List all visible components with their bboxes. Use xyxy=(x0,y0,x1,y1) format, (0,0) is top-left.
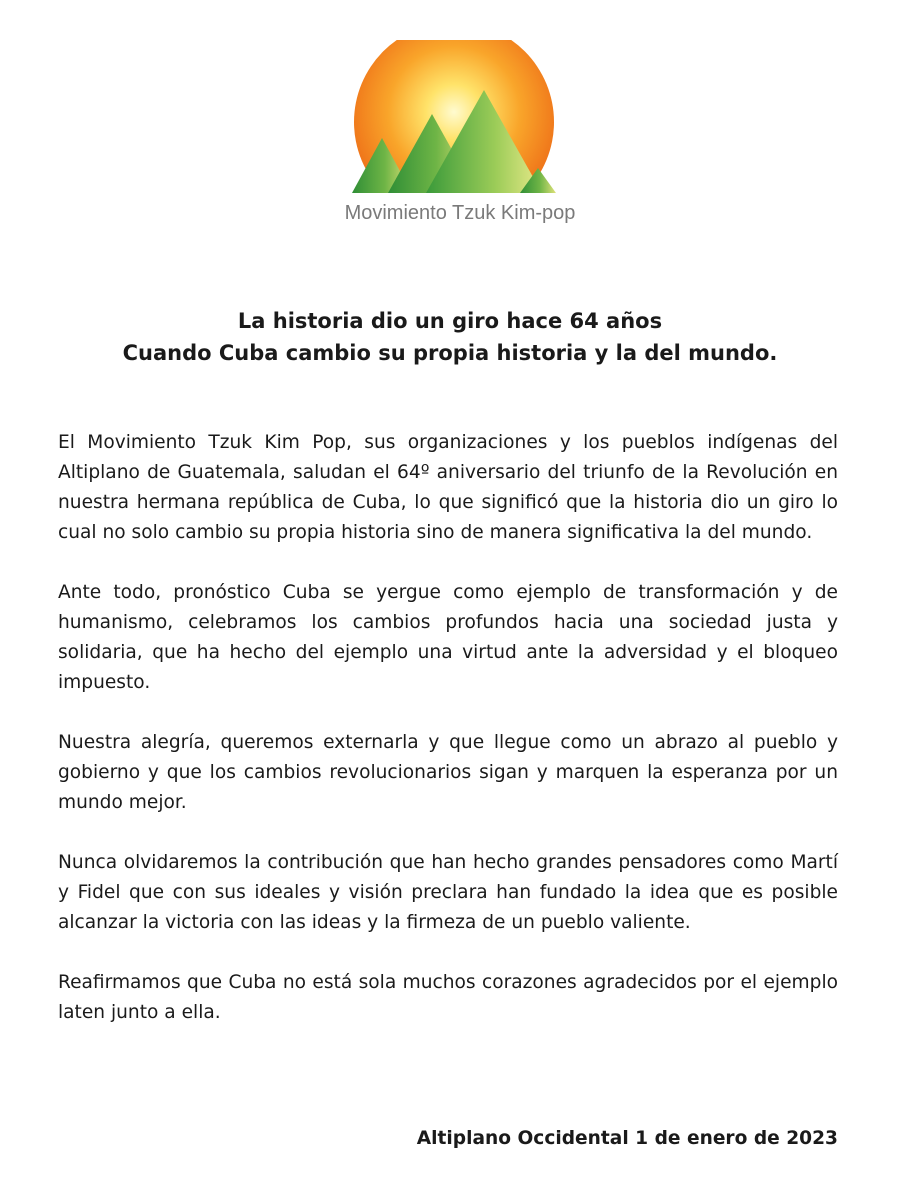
paragraph: Reafirmamos que Cuba no está sola muchos corazones agradecidos por el ejemplo laten junto a ella. xyxy=(58,972,838,1023)
logo-caption: Movimiento Tzuk Kim-pop xyxy=(344,202,576,224)
heading-line-1: La historia dio un giro hace 64 años xyxy=(237,309,663,333)
heading-line-2: Cuando Cuba cambio su propia historia y la del mundo. xyxy=(122,341,778,365)
document-body xyxy=(58,428,838,1058)
paragraph: El Movimiento Tzuk Kim Pop, sus organizaciones y los pueblos indígenas del Altiplano de Guatemala, saludan el 64º aniversario del triunfo de la Revolución en nuestra hermana república de Cuba, lo que significó que la historia dio un giro lo cual no solo cambio su propia historia sino de manera significativa la del mundo. xyxy=(58,432,838,543)
document-heading xyxy=(60,305,840,369)
paragraph: Ante todo, pronóstico Cuba se yergue como ejemplo de transformación y de humanismo, celebramos los cambios profundos hacia una sociedad justa y solidaria, que ha hecho del ejemplo una virtud ante la adversidad y el bloqueo impuesto. xyxy=(58,582,838,693)
paragraph: Nunca olvidaremos la contribución que han hecho grandes pensadores como Martí y Fidel que con sus ideales y visión preclara han fundado la idea que es posible alcanzar la victoria con las ideas y la firmeza de un pueblo valiente. xyxy=(58,852,838,933)
organization-logo xyxy=(330,40,590,240)
paragraph: Nuestra alegría, queremos externarla y que llegue como un abrazo al pueblo y gobierno y que los cambios revolucionarios sigan y marquen la esperanza por un mundo mejor. xyxy=(58,732,838,813)
signature-line: Altiplano Occidental 1 de enero de 2023 xyxy=(416,1128,838,1149)
sun-mountains-icon xyxy=(330,40,590,200)
